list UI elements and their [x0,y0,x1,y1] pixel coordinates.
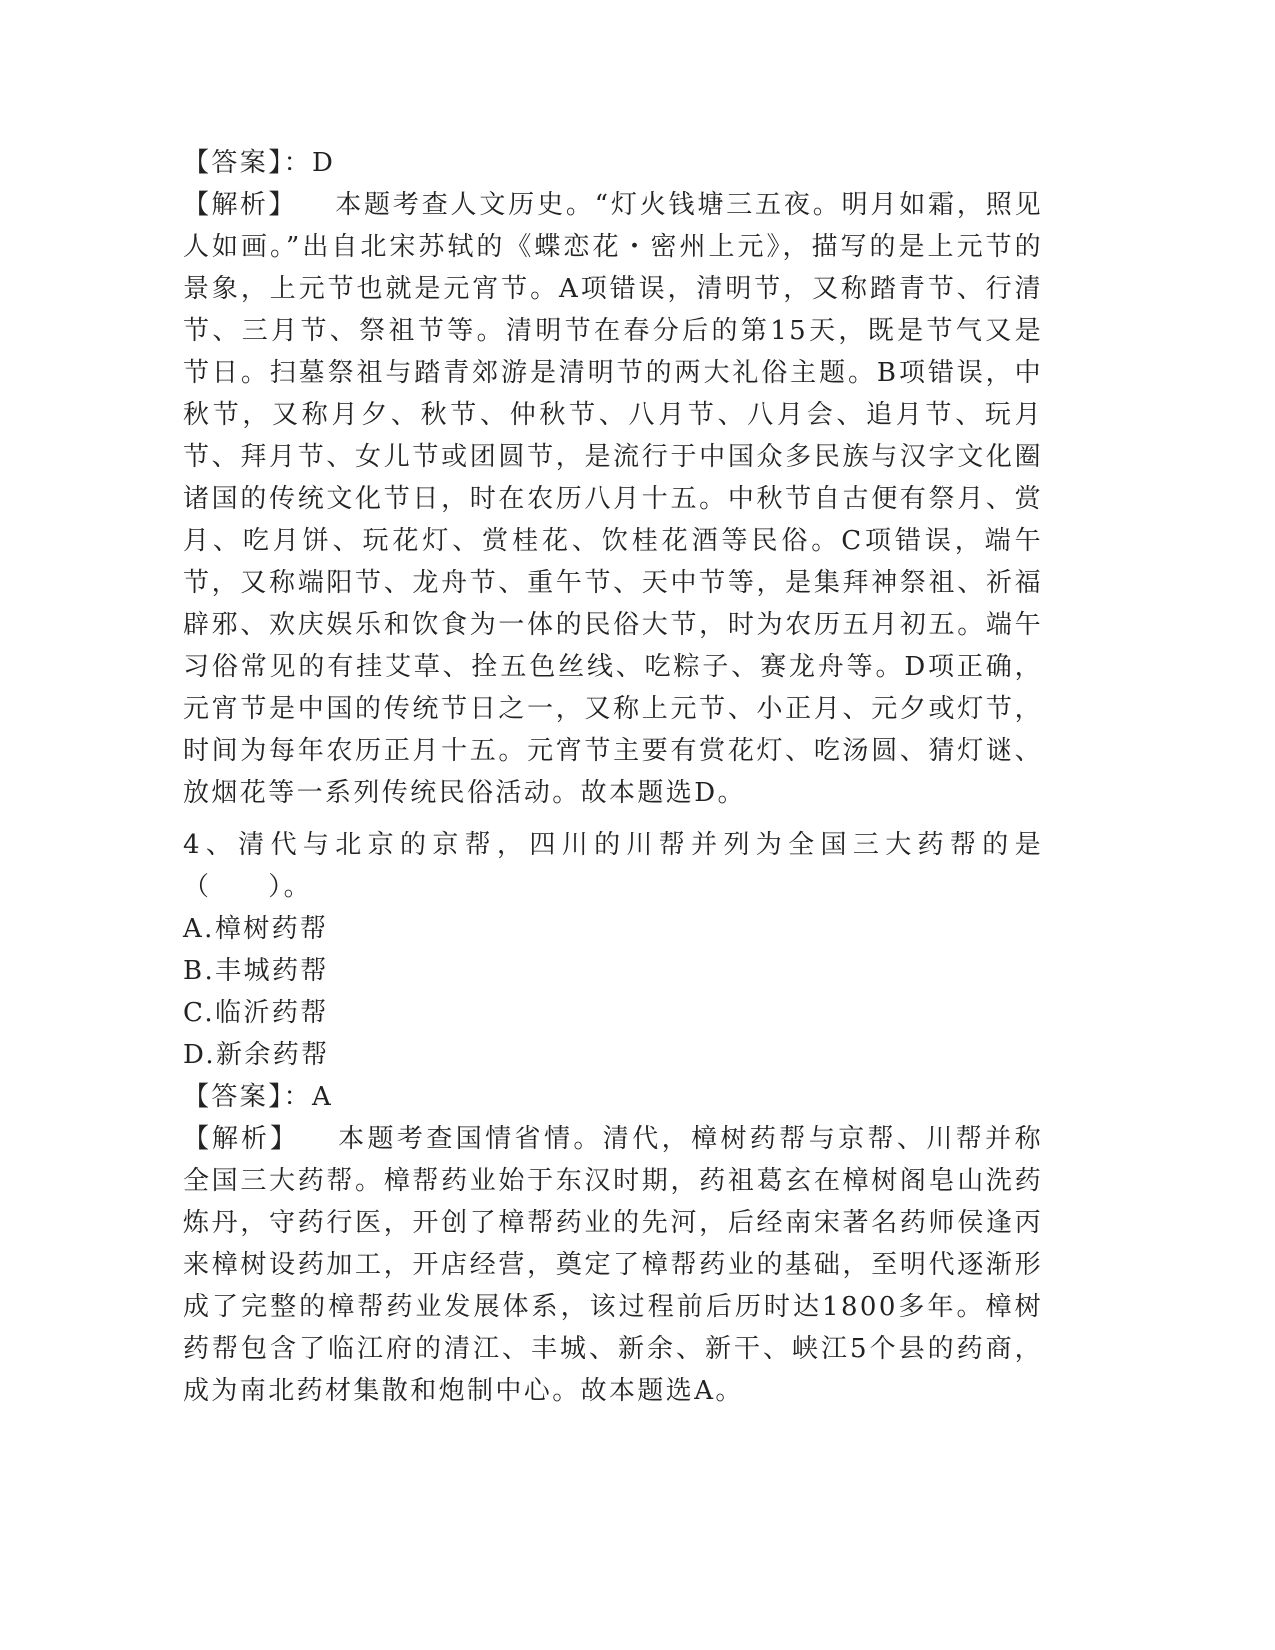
q4-analysis-label: 【解析】 [183,1124,300,1154]
q4-option-a: A.樟树药帮 [183,914,329,944]
q4-answer: 【答案】：A [183,1082,334,1112]
document-page [183,142,1043,1412]
q3-answer: 【答案】：D [183,148,336,178]
q4-analysis-text: 本题考查国情省情。清代，樟树药帮与京帮、川帮并称全国三大药帮。樟帮药业始于东汉时期，药祖葛玄在樟树阁皂山洗药炼丹，守药行医，开创了樟帮药业的先河，后经南宋著名药师侯逢丙来樟树设药加工，开店经营，奠定了樟帮药业的基础，至明代逐渐形成了完整的樟帮药业发展体系，该过程前后历时达1800多年。樟树药帮包含了临江府的清江、丰城、新余、新干、峡江5个县的药商，成为南北药材集散和炮制中心。故本题选A。 [183,1124,1043,1406]
q3-analysis [183,184,1043,814]
q4-analysis [183,1118,1043,1412]
q3-analysis-text: 本题考查人文历史。“灯火钱塘三五夜。明月如霜，照见人如画。”出自北宋苏轼的《蝶恋花・密州上元》，描写的是上元节的景象，上元节也就是元宵节。A项错误，清明节，又称踏青节、行清节、三月节、祭祖节等。清明节在春分后的第15天，既是节气又是节日。扫墓祭祖与踏青郊游是清明节的两大礼俗主题。B项错误，中秋节，又称月夕、秋节、仲秋节、八月节、八月会、追月节、玩月节、拜月节、女儿节或团圆节，是流行于中国众多民族与汉字文化圈诸国的传统文化节日，时在农历八月十五。中秋节自古便有祭月、赏月、吃月饼、玩花灯、赏桂花、饮桂花酒等民俗。C项错误，端午节，又称端阳节、龙舟节、重午节、天中节等，是集拜神祭祖、祈福辟邪、欢庆娱乐和饮食为一体的民俗大节，时为农历五月初五。端午习俗常见的有挂艾草、拴五色丝线、吃粽子、赛龙舟等。D项正确，元宵节是中国的传统节日之一，又称上元节、小正月、元夕或灯节，时间为每年农历正月十五。元宵节主要有赏花灯、吃汤圆、猜灯谜、放烟花等一系列传统民俗活动。故本题选D。 [183,190,1043,808]
q4-option-b: B.丰城药帮 [183,956,329,986]
q4-option-d: D.新余药帮 [183,1040,330,1070]
q4-question: 4、清代与北京的京帮，四川的川帮并列为全国三大药帮的是（ ）。 [183,830,1043,902]
q4-option-c: C.临沂药帮 [183,998,329,1028]
q3-analysis-label: 【解析】 [183,190,297,220]
